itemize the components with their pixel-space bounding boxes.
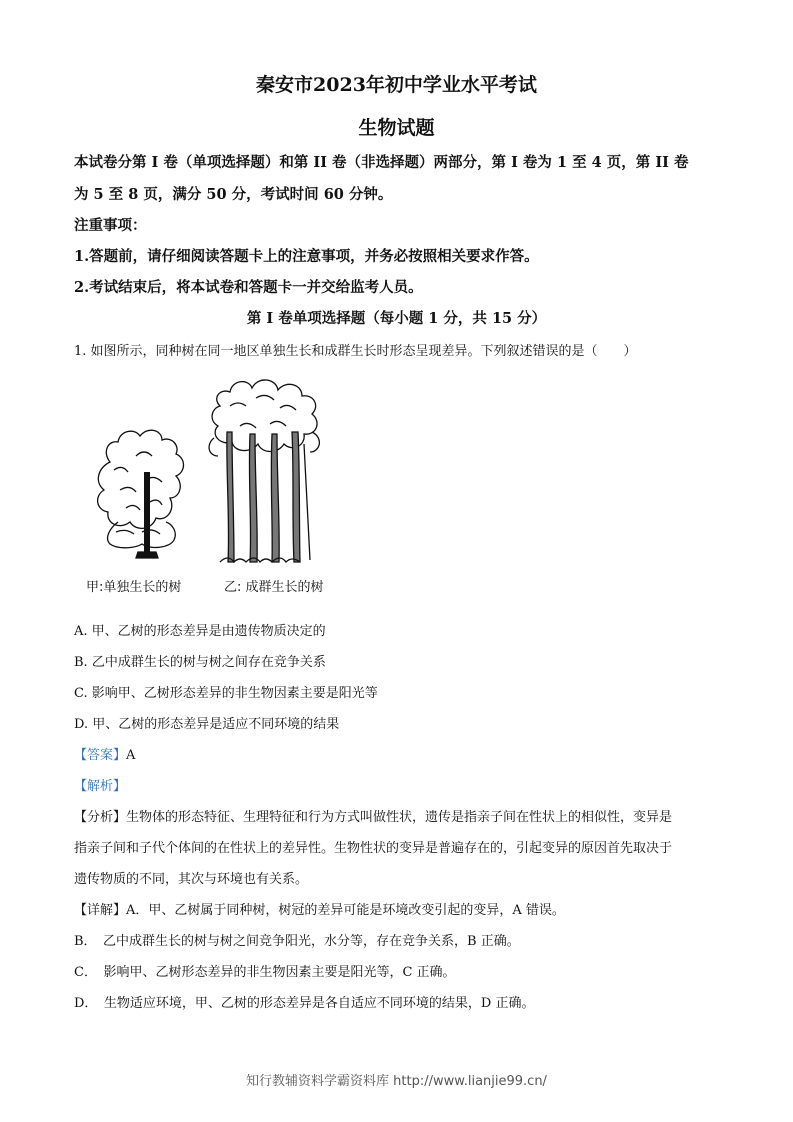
fenxi-line-2: 指亲子间和子代个体间的在性状上的差异性。生物性状的变异是普遍存在的，引起变异的原因首先取决于 xyxy=(74,841,673,856)
xiangjie-line-a xyxy=(74,899,565,918)
tree-illustration xyxy=(80,372,360,572)
section-heading: 第 I 卷单项选择题（每小题 1 分，共 15 分） xyxy=(246,310,547,327)
page-subtitle: 生物试题 xyxy=(358,117,435,139)
option-b: B. 乙中成群生长的树与树之间存在竞争关系 xyxy=(74,655,326,670)
intro-line-1: 本试卷分第 I 卷（单项选择题）和第 II 卷（非选择题）两部分，第 I 卷为 1 至 4 页，第 II 卷 xyxy=(74,154,689,171)
analysis-tag: 【解析】 xyxy=(74,779,127,794)
intro-line-2: 为 5 至 8 页，满分 50 分，考试时间 60 分钟。 xyxy=(74,186,393,203)
notice-item-1: 1.答题前，请仔细阅读答题卡上的注意事项，并务必按照相关要求作答。 xyxy=(74,248,539,265)
option-a: A. 甲、乙树的形态差异是由遗传物质决定的 xyxy=(74,624,326,639)
answer-tag: 【答案】 xyxy=(74,748,127,763)
fenxi-tag: 【分析】 xyxy=(74,810,127,825)
xiangjie-tag: 【详解】 xyxy=(74,903,127,918)
footer-watermark: 知行教辅资料学霸资料库 http://www.lianjie99.cn/ xyxy=(246,1074,547,1089)
question-1-stem: 1. 如图所示，同种树在同一地区单独生长和成群生长时形态呈现差异。下列叙述错误的是（ ） xyxy=(74,344,637,359)
xiangjie-line-c: C． 影响甲、乙树形态差异的非生物因素主要是阳光等，C 正确。 xyxy=(74,965,456,980)
xiangjie-text-a: A．甲、乙树属于同种树，树冠的差异可能是环境改变引起的变异，A 错误。 xyxy=(126,903,565,918)
xiangjie-line-d: D． 生物适应环境，甲、乙树的形态差异是各自适应不同环境的结果，D 正确。 xyxy=(74,996,535,1011)
fenxi-line-1 xyxy=(74,806,672,825)
option-d: D. 甲、乙树的形态差异是适应不同环境的结果 xyxy=(74,717,340,732)
notice-title: 注重事项： xyxy=(74,217,147,234)
notice-item-2: 2.考试结束后，将本试卷和答题卡一并交给监考人员。 xyxy=(74,279,423,296)
page-title: 秦安市2023年初中学业水平考试 xyxy=(256,74,537,96)
fenxi-line-3: 遗传物质的不同，其次与环境也有关系。 xyxy=(74,872,309,887)
caption-group-trees: 乙: 成群生长的树 xyxy=(224,580,324,595)
option-c: C. 影响甲、乙树形态差异的非生物因素主要是阳光等 xyxy=(74,686,378,701)
answer-line xyxy=(74,744,135,763)
single-tree-icon xyxy=(98,430,184,558)
xiangjie-line-b: B． 乙中成群生长的树与树之间竞争阳光，水分等，存在竞争关系，B 正确。 xyxy=(74,934,520,949)
fenxi-text-1: 生物体的形态特征、生理特征和行为方式叫做性状，遗传是指亲子间在性状上的相似性，变异是 xyxy=(126,810,673,825)
group-trees-icon xyxy=(209,380,319,562)
caption-single-tree: 甲:单独生长的树 xyxy=(86,580,182,595)
answer-value: A xyxy=(126,748,136,763)
